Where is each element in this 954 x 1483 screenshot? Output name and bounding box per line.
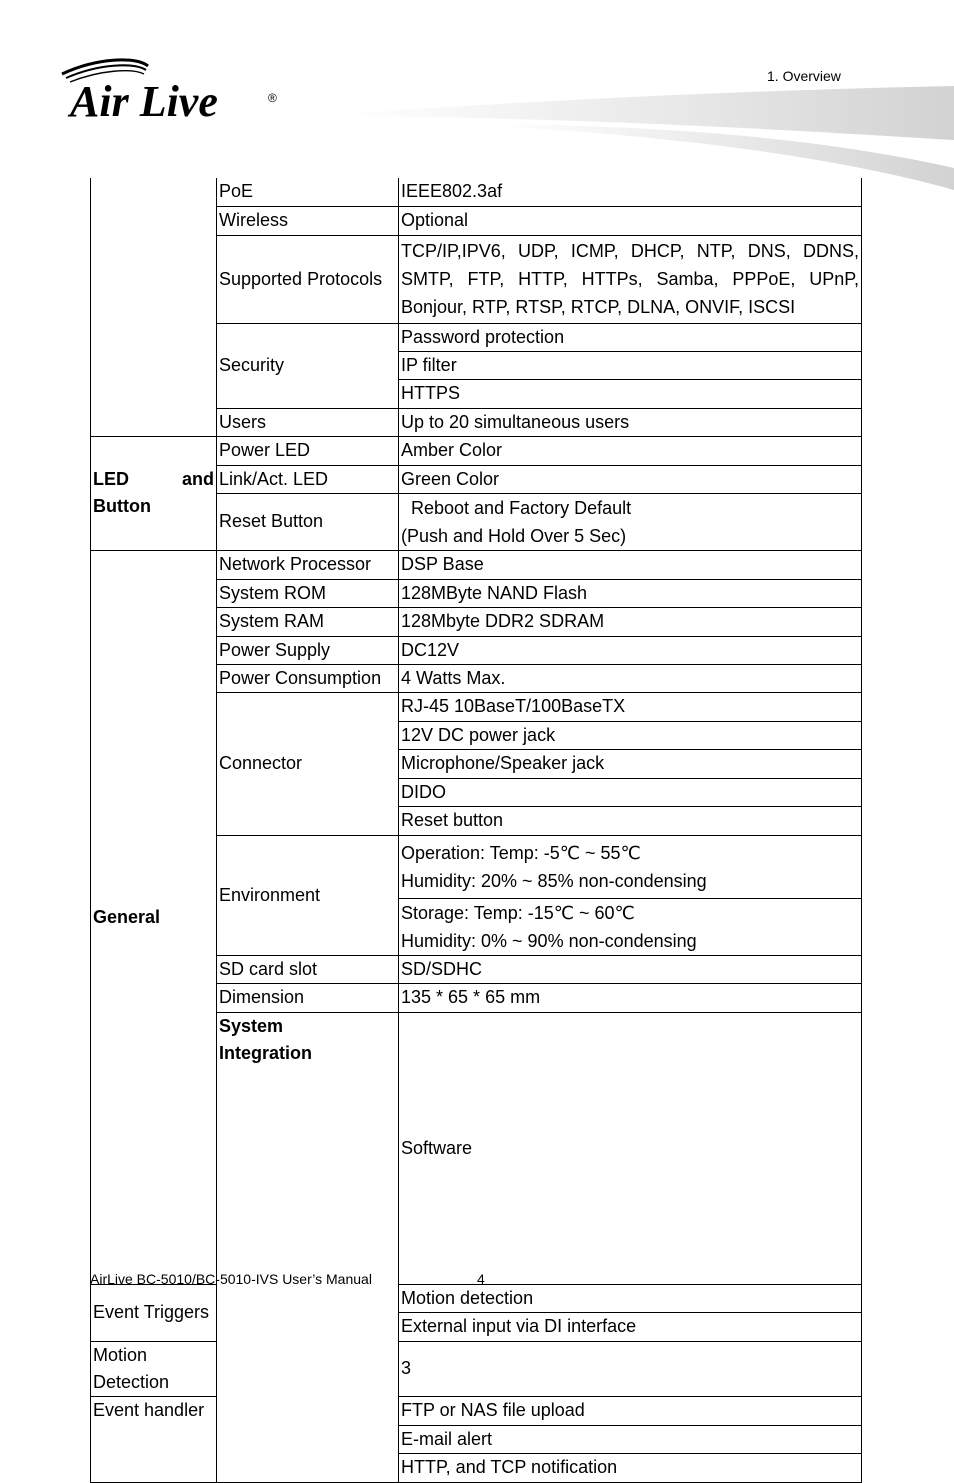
spec-label: Users	[217, 408, 399, 436]
category-system-integration: System Integration	[217, 1012, 399, 1482]
spec-value: 3	[399, 1341, 862, 1396]
spec-value: E-mail alert	[399, 1425, 862, 1453]
brand-text: Air Live	[70, 77, 218, 126]
spec-label: Event Triggers	[91, 1284, 217, 1341]
spec-label: System RAM	[217, 607, 399, 636]
spec-value: DC12V	[399, 636, 862, 664]
spec-value: FTP or NAS file upload	[399, 1396, 862, 1425]
airlive-logo	[56, 58, 286, 128]
spec-label: Power LED	[217, 436, 399, 465]
spec-label: Power Consumption	[217, 664, 399, 692]
spec-value: RJ-45 10BaseT/100BaseTX	[399, 692, 862, 721]
spec-value: IP filter	[399, 351, 862, 379]
spec-value: Storage: Temp: -15℃ ~ 60℃ Humidity: 0% ~ 90% non-condensing	[399, 898, 862, 955]
spec-value: Amber Color	[399, 436, 862, 465]
table-row	[91, 436, 862, 465]
spec-label: SD card slot	[217, 955, 399, 983]
spec-value: Reset button	[399, 806, 862, 835]
spec-value: Up to 20 simultaneous users	[399, 408, 862, 436]
spec-value: IEEE802.3af	[399, 178, 862, 206]
spec-value: Password protection	[399, 323, 862, 351]
table-row	[91, 1341, 862, 1396]
spec-value: TCP/IP,IPV6, UDP, ICMP, DHCP, NTP, DNS, DDNS, SMTP, FTP, HTTP, HTTPs, Samba, PPPoE, UPnP, Bonjour, RTP, RTSP, RTCP, DLNA, ONVIF, ISCSI	[399, 235, 862, 323]
spec-value: HTTPS	[399, 379, 862, 408]
svg-text:®: ®	[268, 91, 277, 105]
table-row	[91, 178, 862, 206]
spec-label: Supported Protocols	[217, 235, 399, 323]
table-row	[91, 1396, 862, 1425]
page-number: 4	[477, 1271, 485, 1287]
spec-value: 12V DC power jack	[399, 721, 862, 749]
spec-label: Dimension	[217, 983, 399, 1012]
spec-value: 128Mbyte DDR2 SDRAM	[399, 607, 862, 636]
spec-value: Microphone/Speaker jack	[399, 749, 862, 778]
spec-label: Wireless	[217, 206, 399, 235]
category-cell	[91, 178, 217, 436]
spec-label: Power Supply	[217, 636, 399, 664]
spec-label: Motion Detection	[91, 1341, 217, 1396]
spec-label: Event handler	[91, 1396, 217, 1482]
spec-value: Green Color	[399, 465, 862, 493]
spec-value: External input via DI interface	[399, 1312, 862, 1341]
spec-label: Link/Act. LED	[217, 465, 399, 493]
spec-value: 135 * 65 * 65 mm	[399, 983, 862, 1012]
footer-manual-title: AirLive BC-5010/BC-5010-IVS User’s Manual	[90, 1271, 372, 1287]
spec-label: Reset Button	[217, 493, 399, 550]
spec-value: Reboot and Factory Default (Push and Hold Over 5 Sec)	[399, 493, 862, 550]
spec-label: Environment	[217, 835, 399, 955]
spec-value: 128MByte NAND Flash	[399, 579, 862, 607]
table-row	[91, 1284, 862, 1312]
spec-label: Software	[399, 1012, 862, 1284]
spec-label: Network Processor	[217, 550, 399, 579]
spec-value: 4 Watts Max.	[399, 664, 862, 692]
spec-label: Connector	[217, 692, 399, 835]
category-led-and-button: LED and Button	[91, 436, 217, 550]
spec-value: DSP Base	[399, 550, 862, 579]
spec-value: Optional	[399, 206, 862, 235]
spec-label: PoE	[217, 178, 399, 206]
spec-label: Security	[217, 323, 399, 408]
spec-value: SD/SDHC	[399, 955, 862, 983]
category-general: General	[91, 550, 217, 1284]
spec-value: Motion detection	[399, 1284, 862, 1312]
table-row	[91, 550, 862, 579]
spec-value: Operation: Temp: -5℃ ~ 55℃ Humidity: 20% ~ 85% non-condensing	[399, 835, 862, 898]
section-heading: 1. Overview	[767, 68, 841, 84]
spec-value: DIDO	[399, 778, 862, 806]
spec-value: HTTP, and TCP notification	[399, 1453, 862, 1482]
spec-label: System ROM	[217, 579, 399, 607]
